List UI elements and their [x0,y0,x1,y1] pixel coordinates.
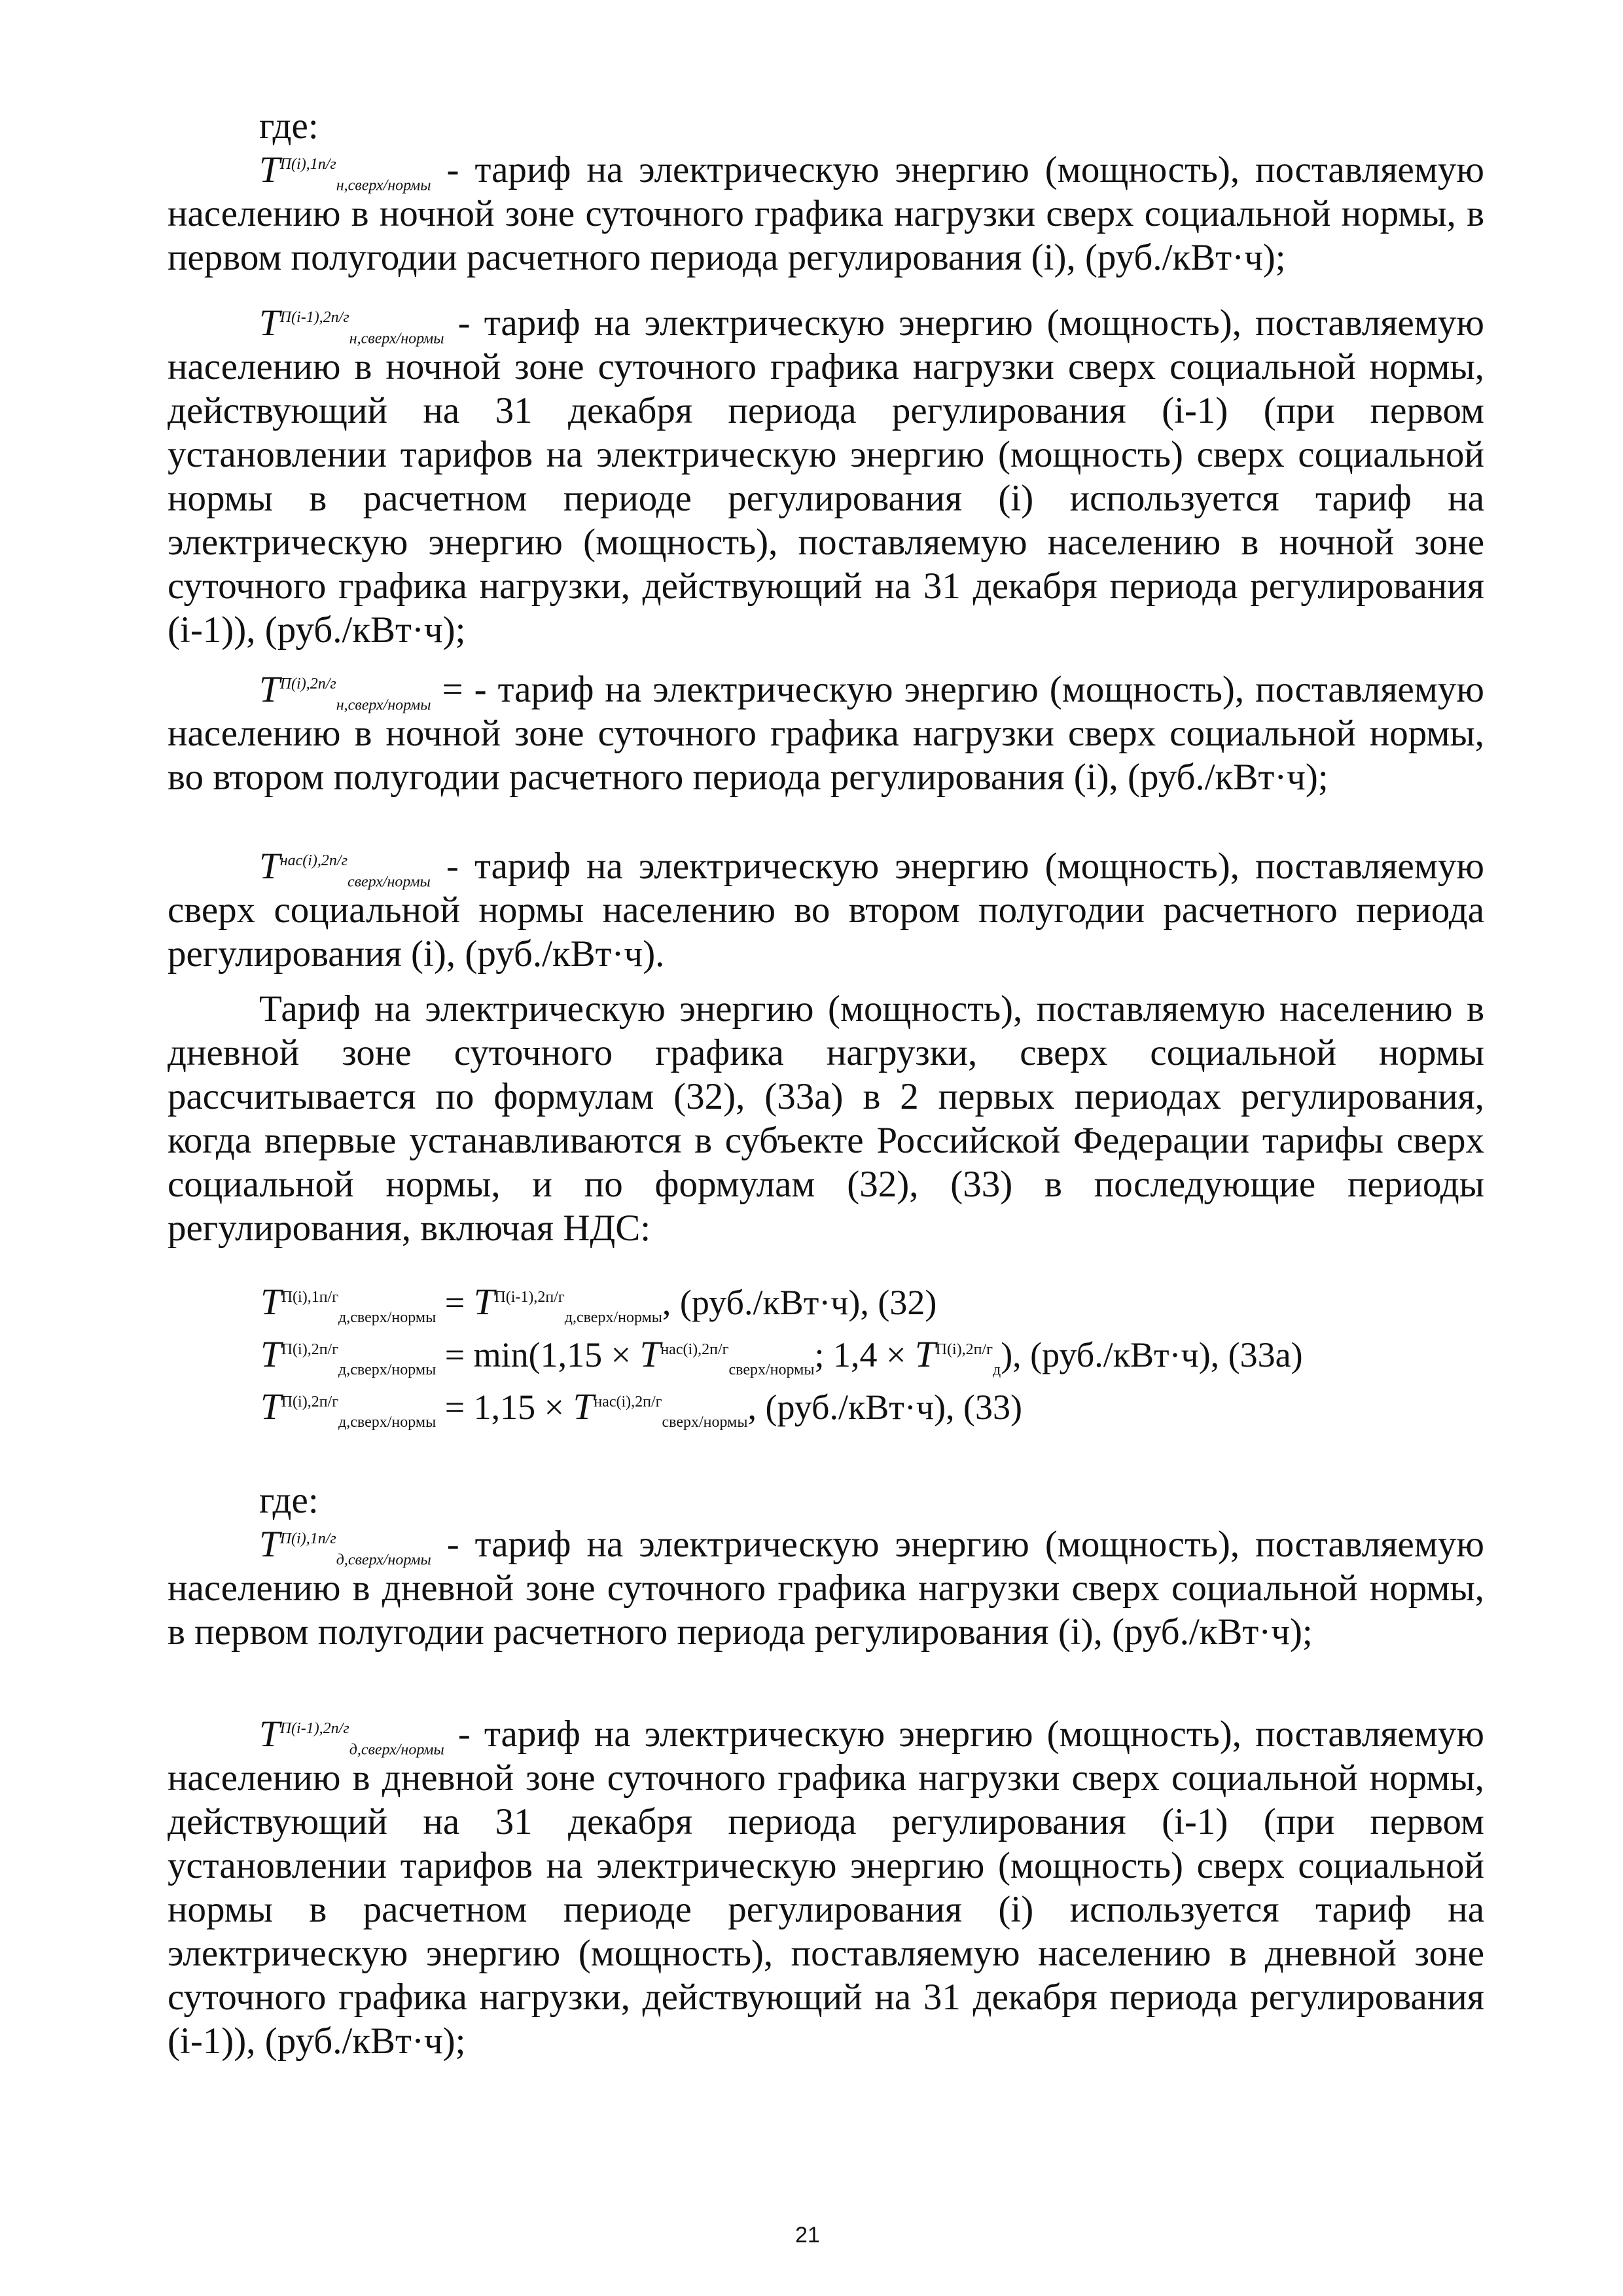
main-paragraph [168,987,1484,1250]
definition-4 [168,844,1484,976]
where-label-1: где: [259,105,319,147]
formula-33: $T^{П(i),2п/г}_{д,сверх/нормы} = 1,15 \times T^{нас(i),2п/г}_{сверх/нормы}$, (руб./кВт·ч), (33) [260,1386,1022,1431]
formula-33a: $T^{П(i),2п/г}_{д,сверх/нормы} = \min(1,15 \times T^{нас(i),2п/г}_{сверх/нормы}$; $1,4 \times T^{П(i),2п/г}_д$), (руб./кВт·ч), (33а) [260,1334,1303,1378]
definition-text: - тариф на электрическую энергию (мощность), поставляемую населению в дневной зоне суточного графика нагрузки сверх социальной нормы, в первом полугодии расчетного периода регулирования (i), (руб./кВт·ч); [168,1524,1485,1653]
definition-text: = - тариф на электрическую энергию (мощность), поставляемую населению в ночной зоне суточного графика нагрузки сверх социальной нормы, во втором полугодии расчетного периода регулирования (i), (руб./кВт·ч); [168,669,1484,798]
definition-text: - тариф на электрическую энергию (мощность), поставляемую населению в ночной зоне суточного графика нагрузки сверх социальной нормы, в первом полугодии расчетного периода регулирования (i), (руб./кВт·ч); [168,149,1485,278]
definition-text: - тариф на электрическую энергию (мощность), поставляемую населению в ночной зоне суточного графика нагрузки сверх социальной нормы, действующий на 31 декабря периода регулирования (i-1) (при первом установлении тарифов на электрическую энергию (мощность) сверх социальной нормы в расчетном периоде регулирования (i) используется тариф на электрическую энергию (мощность), поставляемую населению в ночной зоне суточного графика нагрузки, действующий на 31 декабря периода регулирования (i-1)), (руб./кВт·ч); [168,302,1484,651]
symbol: $T^{П(i-1),2п/г}_{н,сверх/нормы}$ [259,302,444,348]
page-number: 21 [795,2223,820,2248]
symbol: $T^{П(i),1п/г}_{н,сверх/нормы}$ [259,149,431,194]
definition-text: - тариф на электрическую энергию (мощность), поставляемую сверх социальной нормы населению во втором полугодии расчетного периода регулирования (i), (руб./кВт·ч). [168,846,1484,975]
symbol: $T^{П(i),1п/г}_{д,сверх/нормы}$ [259,1524,431,1569]
paragraph-text: Тариф на электрическую энергию (мощность), поставляемую населению в дневной зоне суточного графика нагрузки, сверх социальной нормы рассчитывается по формулам (32), (33а) в 2 первых периодах регулирования, когда впервые устанавливаются в субъекте Российской Федерации тарифы сверх социальной нормы, и по формулам (32), (33) в последующие периоды регулирования, включая НДС: [168,988,1484,1249]
definition-text: - тариф на электрическую энергию (мощность), поставляемую населению в дневной зоне суточного графика нагрузки сверх социальной нормы, действующий на 31 декабря периода регулирования (i-1) (при первом установлении тарифов на электрическую энергию (мощность) сверх социальной нормы в расчетном периоде регулирования (i) используется тариф на электрическую энергию (мощность), поставляемую населению в дневной зоне суточного графика нагрузки, действующий на 31 декабря периода регулирования (i-1)), (руб./кВт·ч); [168,1713,1485,2062]
symbol: $T^{П(i),2п/г}_{н,сверх/нормы}$ [259,669,431,714]
symbol: $T^{нас(i),2п/г}_{сверх/нормы}$ [259,846,431,891]
definition-2 [168,301,1484,652]
definition-5 [168,1522,1484,1654]
symbol: $T^{П(i-1),2п/г}_{д,сверх/нормы}$ [259,1713,444,1759]
where-label-2: где: [259,1480,319,1521]
definition-6 [168,1712,1484,2063]
definition-3 [168,668,1484,799]
definition-1 [168,148,1484,279]
formula-32: $T^{П(i),1п/г}_{д,сверх/нормы} = T^{П(i-1),2п/г}_{д,сверх/нормы}$, (руб./кВт·ч), (32) [260,1282,937,1326]
